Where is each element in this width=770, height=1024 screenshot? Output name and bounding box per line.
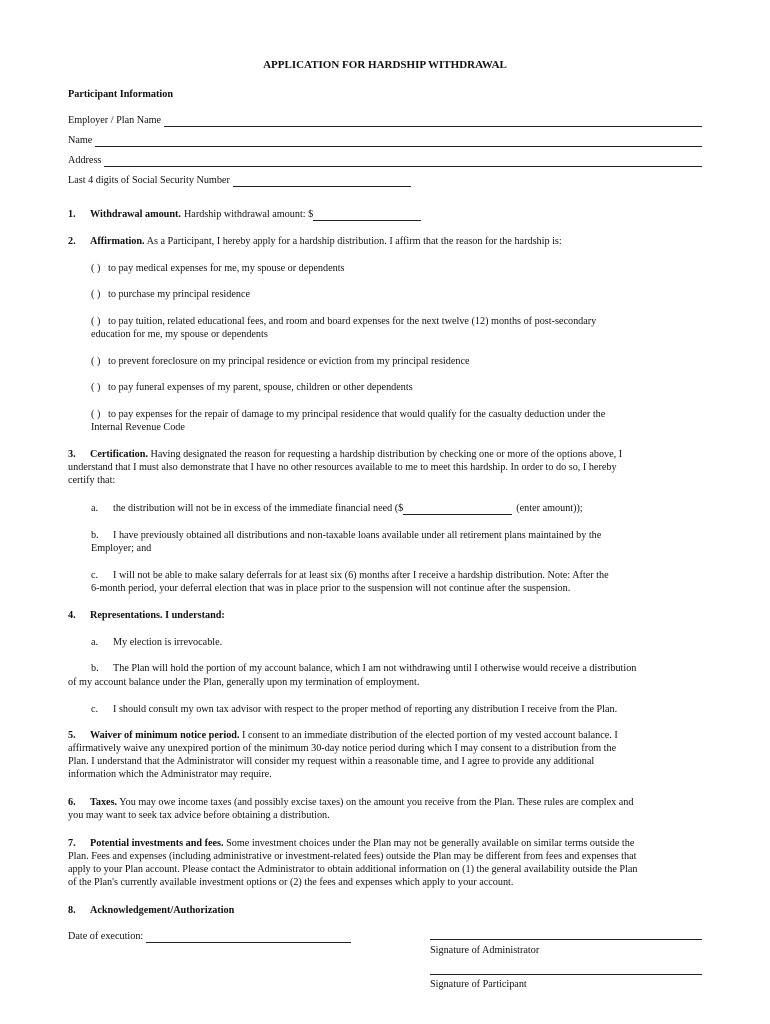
section-4-header (68, 609, 225, 622)
section-1-number: 1. (68, 209, 76, 220)
section-5-number: 5. (68, 730, 76, 741)
section-5-title: Waiver of minimum notice period. (90, 730, 240, 741)
section-7-line-1 (68, 837, 634, 850)
section-4-title: Representations. I understand: (90, 610, 225, 621)
section-5-line-1 (68, 729, 618, 742)
ssn-field[interactable] (233, 176, 411, 187)
option-foreclosure-label: to prevent foreclosure on my principal residence or eviction from my principal residence (107, 356, 470, 367)
certification-a-suffix: (enter amount)); (516, 503, 583, 514)
section-7-line-3: apply to your Plan account. Please contact the Administrator to obtain additional information on (1) the general availability outside the Plan (68, 864, 638, 875)
participant-signature-line[interactable] (430, 974, 702, 975)
checkbox-funeral[interactable]: ( ) (91, 382, 101, 393)
option-residence (91, 288, 250, 301)
address-field[interactable] (104, 156, 702, 167)
section-5-text: I consent to an immediate distribution of the elected portion of my vested account balance. I (242, 730, 618, 741)
address-label: Address (68, 155, 102, 166)
date-of-execution-label: Date of execution: (68, 931, 144, 942)
option-tuition-cont: education for me, my spouse or dependents (91, 329, 268, 340)
withdrawal-amount-field[interactable] (313, 210, 421, 221)
checkbox-tuition[interactable]: ( ) (91, 316, 101, 327)
section-3-title: Certification. (90, 449, 148, 460)
representation-b (91, 662, 636, 675)
section-1-title: Withdrawal amount. (90, 209, 181, 220)
participant-signature-label: Signature of Participant (430, 979, 527, 990)
section-2-number: 2. (68, 236, 76, 247)
checkbox-repair[interactable]: ( ) (91, 409, 101, 420)
certification-c-cont: 6-month period, your deferral election that was in place prior to the suspension will not continue after the suspension. (91, 583, 571, 594)
representation-a-label: a. (91, 637, 99, 648)
option-funeral (91, 381, 413, 394)
ssn-row (68, 174, 411, 187)
representation-b-label: b. (91, 663, 99, 674)
section-7-title: Potential investments and fees. (90, 838, 224, 849)
form-title: APPLICATION FOR HARDSHIP WITHDRAWAL (263, 59, 507, 71)
name-row (68, 134, 702, 147)
representation-a (91, 636, 222, 649)
representation-c-label: c. (91, 704, 99, 715)
option-foreclosure (91, 355, 470, 368)
date-of-execution-field[interactable] (146, 932, 351, 943)
section-8-title: Acknowledgement/Authorization (90, 905, 235, 916)
option-repair-label: to pay expenses for the repair of damage to my principal residence that would qualify for the casualty deduction under the (107, 409, 606, 420)
certification-b-text: I have previously obtained all distributions and non-taxable loans available under all retirement plans maintained by the (113, 530, 602, 541)
certification-a (91, 502, 583, 515)
representation-c (91, 703, 617, 716)
certification-b (91, 529, 601, 542)
section-3-number: 3. (68, 449, 76, 460)
section-5-line-4: information which the Administrator may require. (68, 769, 272, 780)
certification-a-text: the distribution will not be in excess of the immediate financial need ($ (113, 503, 404, 514)
section-7-line-2: Plan. Fees and expenses (including administrative or investment-related fees) outside the Plan may be different from fees and expenses that (68, 851, 637, 862)
section-8-number: 8. (68, 905, 76, 916)
section-6-line-2: you may want to seek tax advice before obtaining a distribution. (68, 810, 330, 821)
section-6-title: Taxes. (90, 797, 118, 808)
section-2-text: As a Participant, I hereby apply for a hardship distribution. I affirm that the reason for the hardship is: (146, 236, 562, 247)
section-5-line-3: Plan. I understand that the Administrator will consider my request within a reasonable time, and I agree to provide any additional (68, 756, 595, 767)
option-tuition-label: to pay tuition, related educational fees, and room and board expenses for the next twelve (12) months of post-secondary (107, 316, 597, 327)
employer-plan-label: Employer / Plan Name (68, 115, 162, 126)
section-7-line-4: of the Plan's currently available investment options or (2) the fees and expenses which apply to your account. (68, 877, 514, 888)
certification-a-label: a. (91, 503, 99, 514)
section-3-line-3: certify that: (68, 475, 116, 486)
option-repair (91, 408, 605, 421)
ssn-label: Last 4 digits of Social Security Number (68, 175, 230, 186)
section-8-header (68, 904, 234, 917)
certification-c (91, 569, 609, 582)
section-1 (68, 208, 421, 221)
option-repair-cont: Internal Revenue Code (91, 422, 185, 433)
employer-plan-row (68, 114, 702, 127)
date-of-execution-row (68, 930, 351, 943)
section-4-number: 4. (68, 610, 76, 621)
option-medical (91, 262, 345, 275)
participant-info-heading: Participant Information (68, 89, 173, 100)
administrator-signature-label: Signature of Administrator (430, 945, 540, 956)
section-2-title: Affirmation. (90, 236, 145, 247)
checkbox-residence[interactable]: ( ) (91, 289, 101, 300)
section-1-text: Hardship withdrawal amount: $ (183, 209, 314, 220)
certification-c-text: I will not be able to make salary deferrals for at least six (6) months after I receive a hardship distribution. Note: After the (113, 570, 609, 581)
section-6-line-1 (68, 796, 634, 809)
representation-b-text: The Plan will hold the portion of my account balance, which I am not withdrawing until I otherwise would receive a distribution (113, 663, 637, 674)
option-funeral-label: to pay funeral expenses of my parent, spouse, children or other dependents (107, 382, 413, 393)
section-7-text: Some investment choices under the Plan may not be generally available on similar terms outside the (226, 838, 635, 849)
section-2-header (68, 235, 562, 248)
address-row (68, 154, 702, 167)
employer-plan-field[interactable] (164, 116, 702, 127)
section-3-text: Having designated the reason for requesting a hardship distribution by checking one or more of the options above, I (150, 449, 623, 460)
certification-b-cont: Employer; and (91, 543, 152, 554)
name-field[interactable] (95, 136, 702, 147)
option-residence-label: to purchase my principal residence (107, 289, 250, 300)
administrator-signature-line[interactable] (430, 939, 702, 940)
certification-c-label: c. (91, 570, 99, 581)
financial-need-amount-field[interactable] (403, 504, 512, 515)
section-6-number: 6. (68, 797, 76, 808)
section-7-number: 7. (68, 838, 76, 849)
representation-c-text: I should consult my own tax advisor with respect to the proper method of reporting any distribution I receive from the Plan. (113, 704, 618, 715)
section-5-line-2: affirmatively waive any unexpired portion of the minimum 30-day notice period during which I may consent to a distribution from the (68, 743, 617, 754)
representation-a-text: My election is irrevocable. (113, 637, 223, 648)
representation-b-cont: of my account balance under the Plan, generally upon my termination of employment. (68, 677, 420, 688)
section-6-text: You may owe income taxes (and possibly excise taxes) on the amount you receive from the Plan. These rules are complex and (119, 797, 634, 808)
checkbox-medical[interactable]: ( ) (91, 263, 101, 274)
name-label: Name (68, 135, 93, 146)
section-3-line-2: understand that I must also demonstrate that I have no other resources available to me to meet this hardship. In order to do so, I hereby (68, 462, 617, 473)
section-3-line-1 (68, 448, 622, 461)
option-medical-label: to pay medical expenses for me, my spouse or dependents (107, 263, 345, 274)
certification-b-label: b. (91, 530, 99, 541)
option-tuition (91, 315, 596, 328)
checkbox-foreclosure[interactable]: ( ) (91, 356, 101, 367)
